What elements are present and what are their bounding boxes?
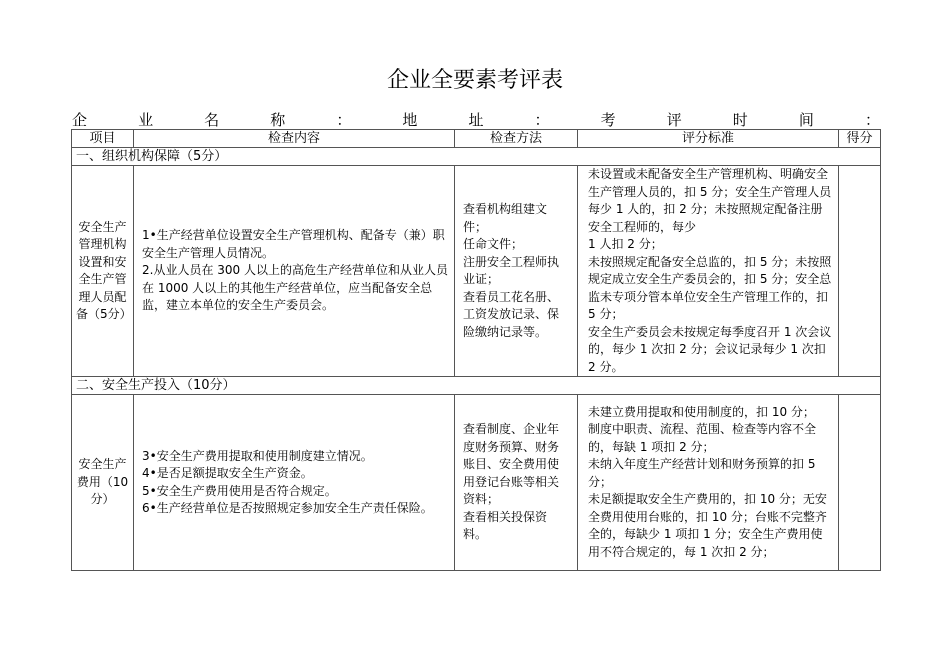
header-item: 项目: [72, 130, 134, 148]
header-content: 检查内容: [134, 130, 455, 148]
content-line: 2.从业人员在 300 人以上的高危生产经营单位和从业人员在 1000 人以上的其他生产经营单位，应当配备安全总监，建立本单位的安全生产委员会。: [142, 263, 448, 313]
company-line-char: 考: [600, 111, 616, 129]
content-line: 1•生产经营单位设置安全生产管理机构、配备专（兼）职安全生产管理人员情况。: [142, 228, 445, 260]
company-line-char: ：: [864, 111, 880, 129]
company-line-char: ：: [336, 111, 352, 129]
method-line: 查看相关投保资料。: [463, 509, 548, 542]
evaluation-table: [71, 129, 881, 571]
company-line-char: 时: [732, 111, 748, 129]
header-score: 得分: [839, 130, 881, 148]
item-cell: 安全生产费用（10分）: [72, 395, 134, 571]
table-header-row: [72, 130, 881, 148]
company-line-char: 间: [798, 111, 814, 129]
standard-line: 未设置或未配备安全生产管理机构、明确安全生产管理人员的，扣 5 分；安全生产管理人员每少 1 人的，扣 2 分；未按照规定配备注册安全工程师的，每少: [588, 167, 832, 234]
standard-line: 制度中职责、流程、范围、检查等内容不全的，每缺 1 项扣 2 分；: [588, 422, 817, 454]
standard-line: 1 人扣 2 分；: [588, 237, 663, 251]
section-title: 二、安全生产投入（10分）: [72, 377, 881, 395]
standard-line: 未足额提取安全生产费用的，扣 10 分；无安全费用使用台账的，扣 10 分；台账不完整齐全的，每缺少 1 项扣 1 分；安全生产费用使用不符合规定的，每 1 次扣 2 分；: [588, 492, 827, 559]
method-cell: [455, 166, 578, 377]
method-line: 查看制度、企业年度财务预算、财务账目、安全费用使用登记台账等相关资料；: [463, 422, 560, 507]
content-cell: [134, 395, 455, 571]
score-cell[interactable]: [839, 395, 881, 571]
content-line: 6•生产经营单位是否按照规定参加安全生产责任保险。: [142, 501, 433, 515]
item-cell: 安全生产管理机构设置和安全生产管理人员配备（5分）: [72, 166, 134, 377]
company-line-char: 名: [204, 111, 220, 129]
company-line-char: 业: [138, 111, 154, 129]
standard-cell: [578, 166, 839, 377]
standard-line: 未按照规定配备安全总监的，扣 5 分；未按照规定成立安全生产委员会的，扣 5 分；安全总监未专项分管本单位安全生产管理工作的，扣 5 分；: [588, 254, 832, 321]
content-line: 3•安全生产费用提取和使用制度建立情况。: [142, 448, 373, 463]
table-row: [72, 166, 881, 377]
section-title-row: [72, 377, 881, 395]
header-method: 检查方法: [455, 130, 578, 148]
company-info-line: [72, 111, 880, 129]
table-row: [72, 395, 881, 571]
company-line-char: 评: [666, 111, 682, 129]
score-cell[interactable]: [839, 166, 881, 377]
company-line-char: 称: [270, 111, 286, 129]
header-standard: 评分标准: [578, 130, 839, 148]
method-cell: [455, 395, 578, 571]
standard-line: 未纳入年度生产经营计划和财务预算的扣 5 分；: [588, 457, 816, 489]
document-title: 企业全要素考评表: [386, 68, 563, 93]
method-line: 查看员工花名册、工资发放记录、保险缴纳记录等。: [463, 289, 560, 339]
standard-line: 未建立费用提取和使用制度的，扣 10 分；: [588, 404, 815, 419]
standard-cell: [578, 395, 839, 571]
section-title-row: [72, 148, 881, 166]
method-line: 任命文件；: [463, 237, 524, 251]
section-title: 一、组织机构保障（5分）: [72, 148, 881, 166]
method-line: 查看机构组建文件；: [463, 202, 548, 234]
company-line-char: 企: [72, 111, 88, 129]
method-line: 注册安全工程师执业证；: [463, 254, 560, 286]
content-cell: [134, 166, 455, 377]
company-line-char: 地: [402, 111, 418, 129]
company-line-char: 址: [468, 111, 484, 129]
content-line: 5•安全生产费用使用是否符合规定。: [142, 483, 337, 498]
content-line: 4•是否足额提取安全生产资金。: [142, 466, 313, 480]
standard-line: 安全生产委员会未按规定每季度召开 1 次会议的，每少 1 次扣 2 分；会议记录每少 1 次扣 2 分。: [588, 324, 832, 374]
company-line-char: ：: [534, 111, 550, 129]
